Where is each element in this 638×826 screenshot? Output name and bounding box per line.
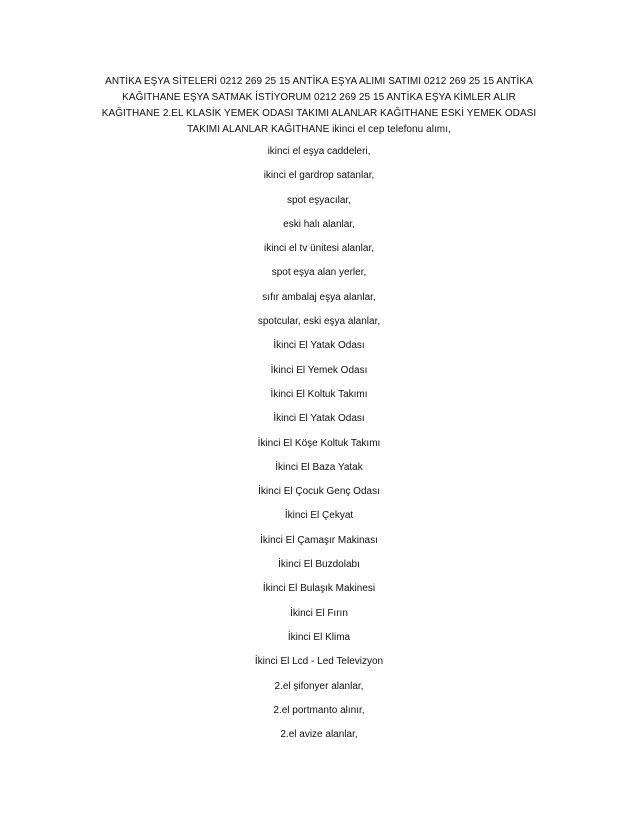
list-item: spot eşyacılar, — [287, 194, 351, 206]
list-item: İkinci El Lcd - Led Televizyon — [254, 656, 384, 668]
list-item: İkinci El Bulaşık Makinesi — [262, 583, 376, 595]
list-item: 2.el şifonyer alanlar, — [274, 680, 364, 692]
list-item: İkinci El Buzdolabı — [278, 559, 360, 571]
list-item: ikinci el tv ünitesi alanlar, — [263, 243, 375, 255]
list-item: spot eşya alan yerler, — [271, 267, 367, 279]
list-item: 2.el portmanto alınır, — [273, 704, 365, 716]
list-item: İkinci El Çamaşır Makinası — [260, 534, 378, 546]
intro-paragraph: ANTİKA EŞYA SİTELERİ 0212 269 25 15 ANTİKA EŞYA ALIMI SATIMI 0212 269 25 15 ANTİKA KAĞITHANE EŞYA SATMAK İSTİYORUM 0212 269 25 15 ANTİKA EŞYA KİMLER ALIR KAĞITHANE 2.EL KLASİK YEMEK ODASI TAKIMI ALANLAR KAĞITHANE ESKİ YEMEK ODASI TAKIMI ALANLAR KAĞITHANE ikinci el cep telefonu alımı, — [101, 76, 537, 135]
list-item: sıfır ambalaj eşya alanlar, — [262, 291, 376, 303]
list-item: 2.el avize alanlar, — [280, 729, 358, 741]
list-item: İkinci El Baza Yatak — [275, 461, 363, 473]
list-item: İkinci El Çekyat — [284, 510, 354, 522]
list-item: İkinci El Koltuk Takımı — [270, 388, 368, 400]
list-item: ikinci el gardrop satanlar, — [263, 170, 375, 182]
list-item: İkinci El Yatak Odası — [273, 413, 365, 425]
list-item: İkinci El Yemek Odası — [270, 364, 368, 376]
list-item: eski halı alanlar, — [283, 218, 355, 230]
item-list — [0, 145, 638, 752]
list-item: spotcular, eski eşya alanlar, — [257, 316, 381, 328]
list-item: İkinci El Yatak Odası — [273, 340, 365, 352]
list-item: İkinci El Klima — [287, 631, 351, 643]
list-item: İkinci El Çocuk Genç Odası — [258, 486, 380, 498]
list-item: İkinci El Fırın — [290, 607, 348, 619]
list-item: İkinci El Köşe Koltuk Takımı — [257, 437, 381, 449]
list-item: ikinci el eşya caddeleri, — [267, 146, 371, 157]
